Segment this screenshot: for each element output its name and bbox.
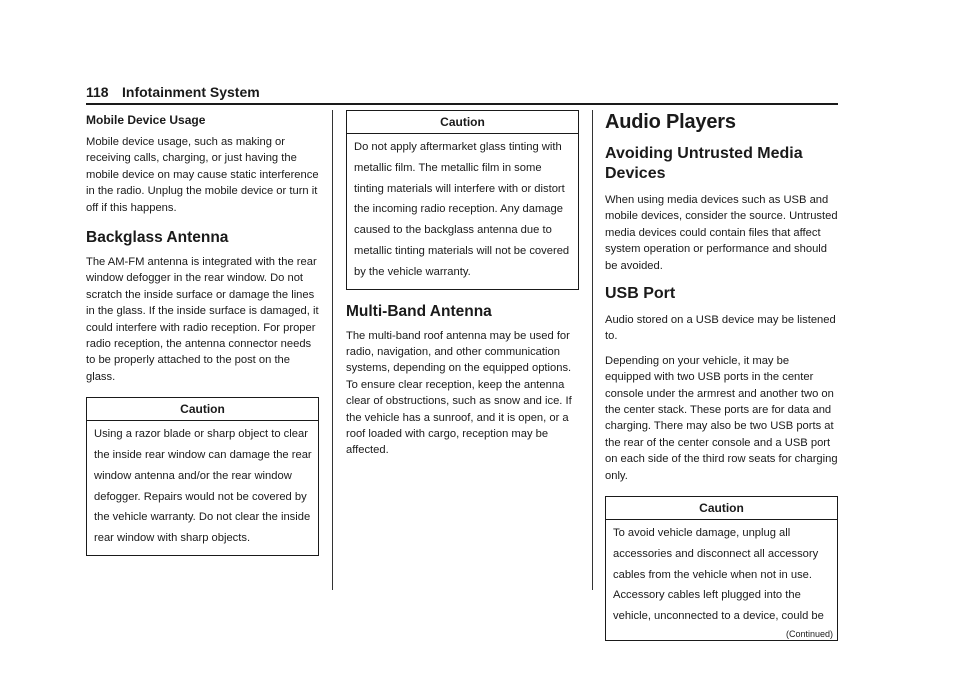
section-title: Infotainment System <box>122 84 260 100</box>
multi-band-antenna-heading: Multi-Band Antenna <box>346 302 492 320</box>
caution-box <box>86 397 319 556</box>
backglass-antenna-heading: Backglass Antenna <box>86 229 229 247</box>
caution-title: Caution <box>347 111 578 134</box>
column-divider-2 <box>592 110 593 590</box>
column-3 <box>605 110 838 641</box>
caution-text: Using a razor blade or sharp object to clear the inside rear window can damage the rear window antenna and/or the rear window defogger. Repairs would not be covered by the vehicle warranty. Do not clear the inside rear window with sharp objects. <box>94 428 312 545</box>
untrusted-media-text: When using media devices such as USB and mobile devices, consider the source. Untrusted media devices could contain files that affect system operation or performance and should be avoided. <box>605 194 838 272</box>
usb-port-text-1: Audio stored on a USB device may be listened to. <box>605 314 836 343</box>
caution-title: Caution <box>87 398 318 421</box>
page-number: 118 <box>86 84 109 100</box>
untrusted-media-heading: Avoiding Untrusted Media Devices <box>605 145 803 182</box>
caution-text: To avoid vehicle damage, unplug all accessories and disconnect all accessory cables from the vehicle when not in use. Accessory cables left plugged into the vehicle, unconnected to a device, could be <box>613 527 824 623</box>
mobile-device-text: Mobile device usage, such as making or receiving calls, charging, or just having the mobile device on may cause static interference in the radio. Unplug the mobile device or turn it off if this happens. <box>86 136 319 214</box>
backglass-antenna-text: The AM-FM antenna is integrated with the rear window defogger in the rear window. Do not scratch the inside surface or damage the lines in the glass. If the inside surface is damaged, it could interfere with radio reception. For proper radio reception, the antenna connector needs to be properly attached to the post on the glass. <box>86 256 319 383</box>
continued-label: (Continued) <box>785 629 833 640</box>
column-divider-1 <box>332 110 333 590</box>
header-rule <box>86 103 838 105</box>
column-2 <box>346 110 579 459</box>
usb-port-text-2: Depending on your vehicle, it may be equipped with two USB ports in the center console under the armrest and another two on the center stack. These ports are for data and charging. There may also be two USB ports at the rear of the center console and a USB port on each side of the third row seats for charging only. <box>605 354 838 482</box>
usb-port-heading: USB Port <box>605 285 676 303</box>
caution-box <box>346 110 579 290</box>
caution-text: Do not apply aftermarket glass tinting with metallic film. The metallic film in some tinting materials will interfere with or distort the incoming radio reception. Any damage caused to the backglass antenna due to metallic tinting materials will not be covered by the vehicle warranty. <box>354 141 570 278</box>
caution-title: Caution <box>606 497 837 520</box>
page-header <box>86 84 838 104</box>
column-1 <box>86 110 319 556</box>
mobile-device-heading: Mobile Device Usage <box>86 113 206 127</box>
caution-box <box>605 496 838 641</box>
multi-band-antenna-text: The multi-band roof antenna may be used for radio, navigation, and other communication systems, depending on the equipped options. To ensure clear reception, keep the antenna clear of obstructions, such as snow and ice. If the vehicle has a sunroof, and it is open, or a roof loaded with cargo, reception may be affected. <box>346 329 572 457</box>
audio-players-heading: Audio Players <box>605 111 736 133</box>
